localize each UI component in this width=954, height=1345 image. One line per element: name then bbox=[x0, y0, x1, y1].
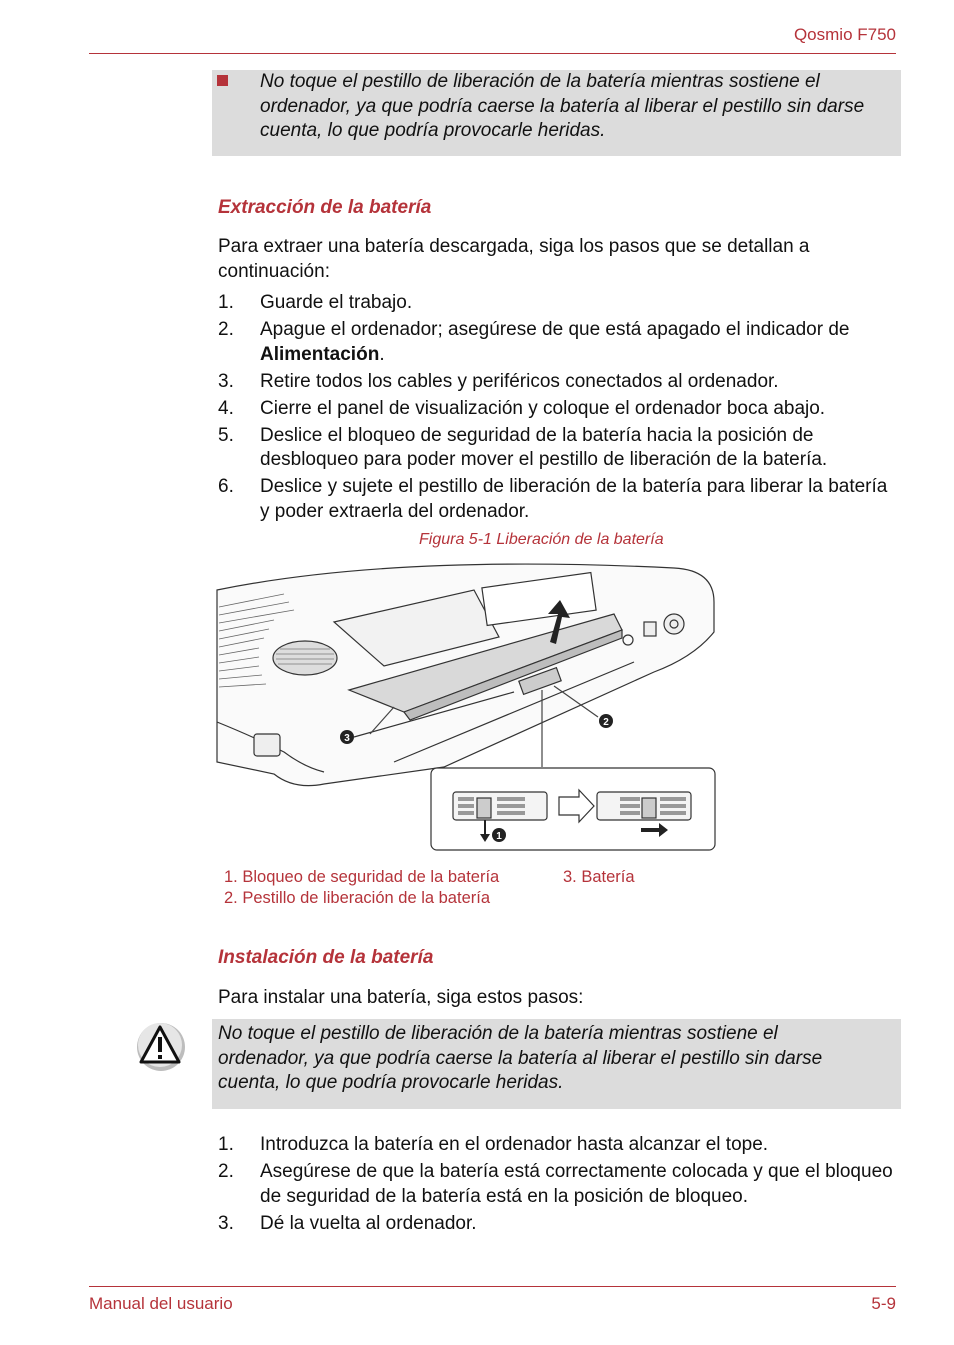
step-text: Retire todos los cables y periféricos conectados al ordenador. bbox=[260, 370, 779, 392]
battery-release-illustration bbox=[214, 562, 718, 854]
extraction-intro: Para extraer una batería descargada, siga los pasos que se detallan a continuación: bbox=[218, 236, 810, 282]
step-text: Dé la vuelta al ordenador. bbox=[260, 1212, 477, 1234]
step-number: 1. bbox=[218, 292, 234, 313]
step-number: 2. bbox=[218, 1161, 234, 1182]
installation-caution-note bbox=[212, 1019, 901, 1109]
square-bullet-icon bbox=[217, 75, 228, 86]
step-number: 3. bbox=[218, 370, 234, 392]
list-item bbox=[218, 1160, 896, 1209]
extraction-title: Extracción de la batería bbox=[218, 197, 432, 218]
installation-caution-text: No toque el pestillo de liberación de la batería mientras sostiene el ordenador, ya que podría caerse la batería al liberar el pestillo sin darse cuenta, lo que podría provocarle heridas. bbox=[218, 1023, 823, 1093]
legend-item-3: 3. Batería bbox=[563, 868, 635, 886]
callout-3: 3 bbox=[344, 733, 350, 744]
list-item bbox=[218, 370, 896, 395]
list-item bbox=[218, 1212, 896, 1237]
legend-item-1: 1. Bloqueo de seguridad de la batería bbox=[224, 868, 500, 886]
footer-rule bbox=[89, 1286, 896, 1287]
footer-page-number: 5-9 bbox=[871, 1294, 896, 1313]
step-text: Asegúrese de que la batería está correctamente colocada y que el bloqueo de seguridad de la batería está en la posición de bloqueo. bbox=[260, 1161, 893, 1207]
installation-intro: Para instalar una batería, siga estos pasos: bbox=[218, 987, 584, 1008]
callout-2: 2 bbox=[603, 717, 609, 728]
list-item bbox=[218, 318, 896, 367]
warning-triangle-icon bbox=[136, 1020, 186, 1072]
step-text: Introduzca la batería en el ordenador hasta alcanzar el tope. bbox=[260, 1134, 769, 1155]
step-text-end: . bbox=[379, 343, 385, 365]
step-text: Cierre el panel de visualización y coloque el ordenador boca abajo. bbox=[260, 397, 826, 419]
installation-title: Instalación de la batería bbox=[218, 947, 434, 968]
step-text: Apague el ordenador; asegúrese de que está apagado el indicador de bbox=[260, 319, 850, 340]
list-item bbox=[218, 397, 896, 422]
step-number: 6. bbox=[218, 476, 234, 497]
legend-item-2: 2. Pestillo de liberación de la batería bbox=[224, 889, 490, 907]
list-item bbox=[218, 1133, 896, 1158]
figure-caption: Figura 5-1 Liberación de la batería bbox=[419, 531, 664, 548]
top-caution-note bbox=[212, 70, 901, 156]
footer-manual-title: Manual del usuario bbox=[89, 1294, 233, 1313]
list-item bbox=[218, 291, 896, 316]
step-text: Deslice el bloqueo de seguridad de la batería hacia la posición de desbloqueo para poder mover el pestillo de liberación de la batería. bbox=[260, 424, 828, 470]
step-number: 3. bbox=[218, 1212, 234, 1234]
step-bold-term: Alimentación bbox=[260, 343, 380, 365]
installation-steps bbox=[218, 1133, 896, 1239]
step-number: 1. bbox=[218, 1134, 234, 1155]
callout-1: 1 bbox=[496, 831, 502, 842]
list-item bbox=[218, 424, 896, 473]
step-text: Guarde el trabajo. bbox=[260, 292, 413, 313]
extraction-steps bbox=[218, 291, 896, 527]
step-number: 5. bbox=[218, 424, 234, 446]
step-text: Deslice y sujete el pestillo de liberación de la batería para liberar la batería y poder extraerla del ordenador. bbox=[260, 476, 888, 522]
header-product: Qosmio F750 bbox=[793, 25, 896, 44]
top-caution-text: No toque el pestillo de liberación de la batería mientras sostiene el ordenador, ya que podría caerse la batería al liberar el pestillo sin darse cuenta, lo que podría provocarle heridas. bbox=[260, 71, 865, 141]
step-number: 4. bbox=[218, 397, 234, 419]
step-number: 2. bbox=[218, 319, 234, 340]
list-item bbox=[218, 475, 896, 524]
header-rule bbox=[89, 53, 896, 54]
